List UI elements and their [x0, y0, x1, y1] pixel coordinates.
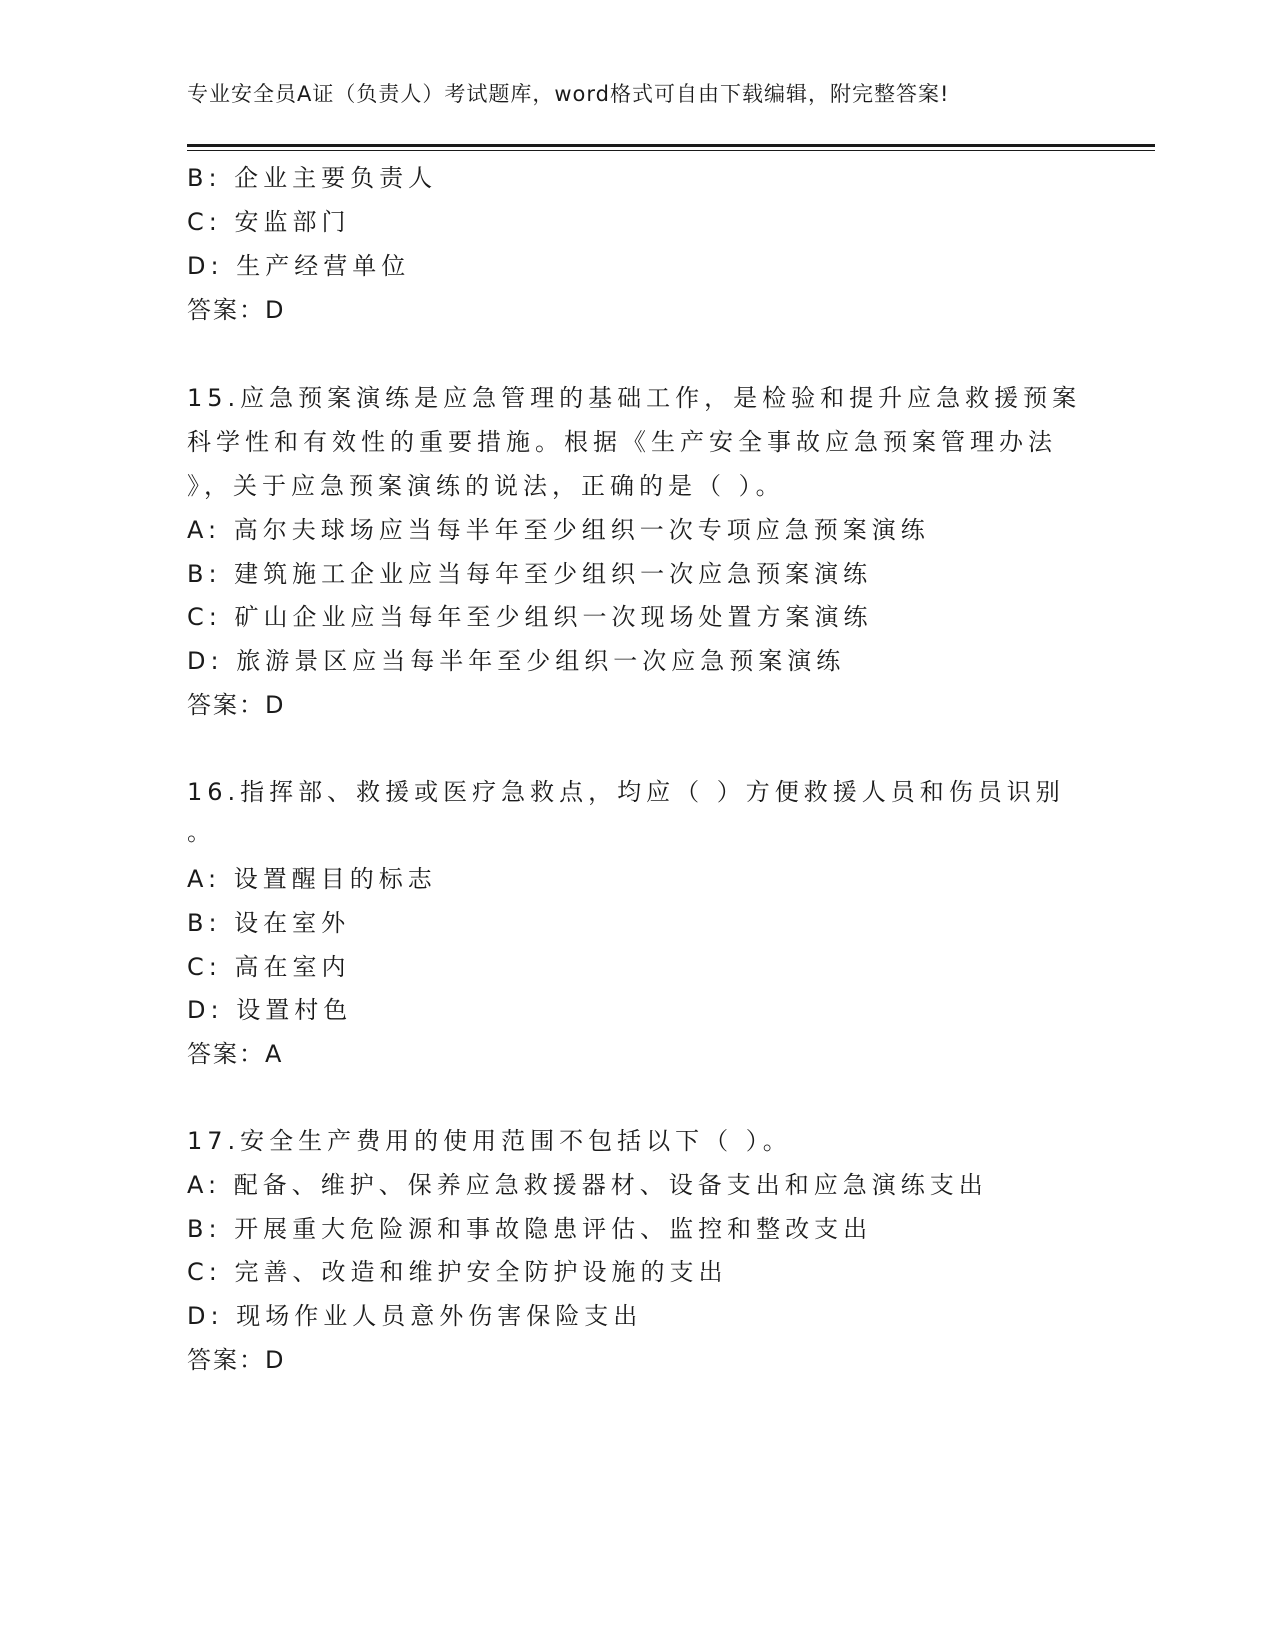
q17-option-d: D: 现场作业人员意外伤害保险支出 [187, 1302, 643, 1330]
q14-option-c: C: 安监部门 [187, 208, 351, 236]
q15-option-b: B: 建筑施工企业应当每年至少组织一次应急预案演练 [187, 560, 873, 588]
q14-option-b: B: 企业主要负责人 [187, 164, 438, 192]
q16-answer: 答案：A [187, 1040, 284, 1068]
q16-stem-line-2: 。 [187, 818, 216, 846]
q16-stem-line-1: 16.指挥部、救援或医疗急救点，均应（ ）方便救援人员和伤员识别 [187, 778, 1065, 806]
q17-stem-line-1: 17.安全生产费用的使用范围不包括以下（ ）。 [187, 1127, 792, 1155]
header-divider [187, 144, 1155, 147]
q15-stem-line-1: 15.应急预案演练是应急管理的基础工作，是检验和提升应急救援预案 [187, 384, 1082, 412]
q17-option-b: B: 开展重大危险源和事故隐患评估、监控和整改支出 [187, 1215, 873, 1243]
q16-option-a: A: 设置醒目的标志 [187, 865, 437, 893]
page-header-title: 专业安全员A证（负责人）考试题库，word格式可自由下载编辑，附完整答案! [187, 82, 950, 106]
q15-option-a: A: 高尔夫球场应当每半年至少组织一次专项应急预案演练 [187, 516, 930, 544]
q15-stem-line-3: 》，关于应急预案演练的说法，正确的是（ ）。 [187, 472, 785, 500]
q15-option-d: D: 旅游景区应当每半年至少组织一次应急预案演练 [187, 647, 846, 675]
q15-option-c: C: 矿山企业应当每年至少组织一次现场处置方案演练 [187, 603, 873, 631]
q16-option-b: B: 设在室外 [187, 909, 351, 937]
q17-option-c: C: 完善、改造和维护安全防护设施的支出 [187, 1258, 728, 1286]
q16-option-d: D: 设置村色 [187, 996, 353, 1024]
q15-stem-line-2: 科学性和有效性的重要措施。根据《生产安全事故应急预案管理办法 [187, 428, 1057, 456]
q17-answer: 答案：D [187, 1346, 286, 1374]
q16-option-c: C: 高在室内 [187, 953, 351, 981]
q14-answer: 答案：D [187, 296, 286, 324]
q14-option-d: D: 生产经营单位 [187, 252, 411, 280]
q17-option-a: A: 配备、维护、保养应急救援器材、设备支出和应急演练支出 [187, 1171, 988, 1199]
q15-answer: 答案：D [187, 691, 286, 719]
